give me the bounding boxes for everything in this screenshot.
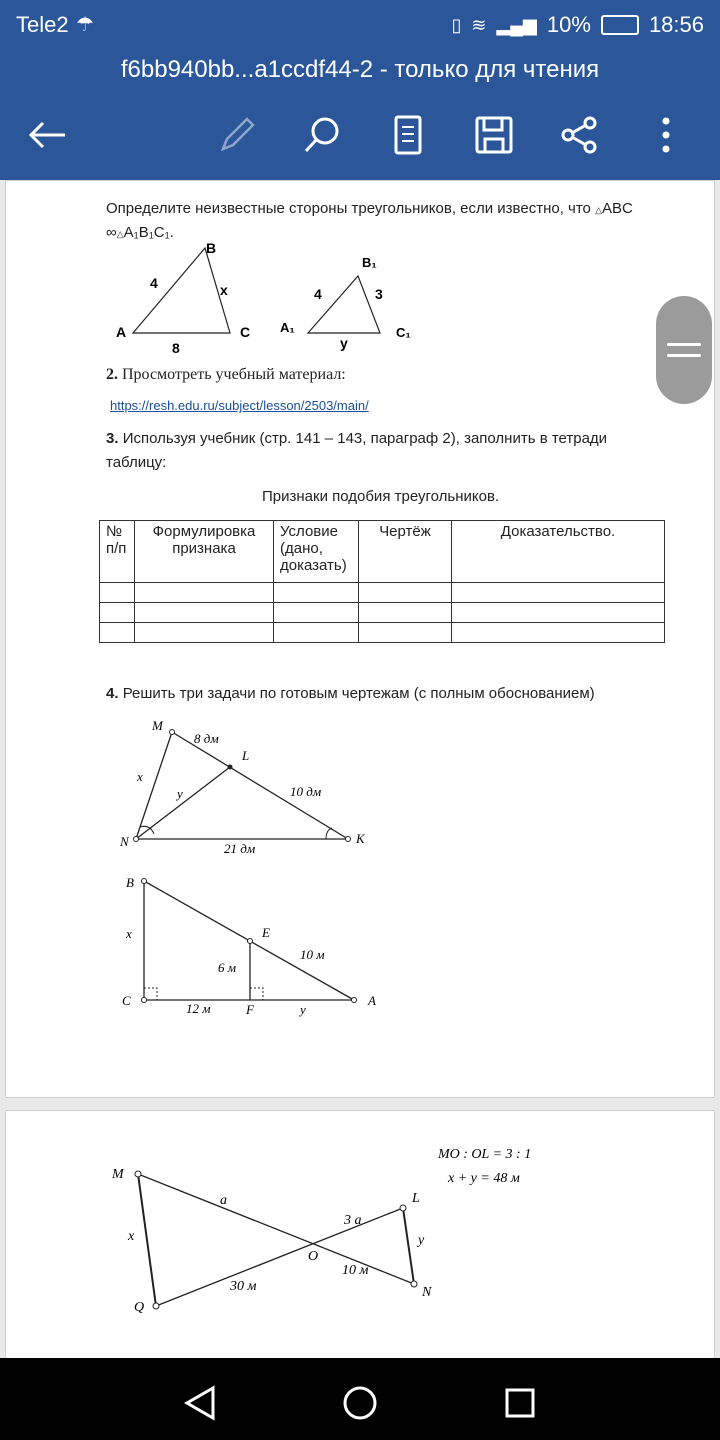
- header-formulation: Формулировка признака: [135, 521, 274, 583]
- header-number: № п/п: [100, 521, 135, 583]
- document-title: f6bb940bb...a1ccdf44-2 - только для чтения: [0, 50, 720, 90]
- similarity-symbol: ∞: [106, 224, 117, 241]
- header-proof: Доказательство.: [452, 521, 665, 583]
- table-row: [100, 583, 665, 603]
- figure-3-crossing-segments: [100, 1138, 560, 1320]
- figure-1-triangle-mnk: [110, 712, 380, 862]
- share-icon[interactable]: [555, 110, 605, 160]
- table-row: [100, 623, 665, 643]
- fig2-label-e: E: [262, 925, 270, 940]
- fig3-label-a: a: [220, 1193, 227, 1208]
- label-tri2-b: B₁: [362, 255, 377, 270]
- fig1-label-n: N: [120, 834, 129, 849]
- search-icon[interactable]: [297, 110, 347, 160]
- save-icon[interactable]: [469, 110, 519, 160]
- item-2-number: 2.: [106, 366, 118, 383]
- signal-icon: ▂▄▆: [496, 14, 537, 35]
- fig3-label-l: L: [412, 1191, 420, 1206]
- label-tri2-a: A₁: [280, 320, 295, 335]
- toolbar: [0, 90, 720, 180]
- fig1-label-nk: 21 дм: [224, 841, 256, 856]
- edit-pencil-icon[interactable]: [212, 110, 262, 160]
- battery-label: 10%: [546, 12, 591, 37]
- fig2-label-cf: 12 м: [186, 1001, 211, 1016]
- fig2-label-a: A: [368, 993, 376, 1008]
- item-4: [106, 685, 595, 702]
- more-options-icon[interactable]: [641, 110, 691, 160]
- header-condition: Условие (дано, доказать): [274, 521, 359, 583]
- item-3-text-line2: таблицу:: [106, 454, 167, 471]
- triangles-figure: [100, 238, 430, 358]
- fig3-label-n: N: [422, 1285, 432, 1300]
- label-tri1-ab: 4: [150, 275, 158, 291]
- triangle-symbol: △: [595, 205, 602, 215]
- carrier-label: Tele2: [16, 12, 69, 37]
- nav-back-icon[interactable]: [175, 1378, 225, 1428]
- fig1-label-lk: 10 дм: [290, 784, 322, 799]
- fig3-label-y: y: [418, 1233, 425, 1248]
- label-tri1-bc: x: [220, 282, 228, 298]
- umbrella-icon: ☂: [76, 14, 94, 36]
- fig2-label-c: C: [122, 993, 131, 1008]
- label-tri2-ac: y: [340, 335, 348, 351]
- fig3-ratio: MO : OL = 3 : 1: [438, 1147, 532, 1162]
- header-drawing: Чертёж: [359, 521, 452, 583]
- reading-mode-icon[interactable]: [383, 110, 433, 160]
- battery-icon: [601, 15, 639, 35]
- table-title: Признаки подобия треугольников.: [262, 488, 500, 505]
- fig2-label-ea: 10 м: [300, 947, 325, 962]
- label-tri1-b: B: [206, 240, 217, 256]
- fig3-label-q: Q: [134, 1300, 145, 1315]
- fig2-label-ef: 6 м: [218, 960, 237, 975]
- triangle-symbol-2: △: [116, 229, 124, 239]
- fig3-label-m: M: [112, 1167, 124, 1182]
- item-3-text-line1: Используя учебник (стр. 141 – 143, параграф 2), заполнить в тетради: [122, 430, 608, 447]
- nav-recents-icon[interactable]: [495, 1378, 545, 1428]
- relation-a1b1c1: A₁B₁C₁.: [123, 224, 174, 241]
- task-intro-line: [106, 200, 633, 217]
- label-tri1-c: C: [240, 324, 251, 340]
- lesson-link[interactable]: https://resh.edu.ru/subject/lesson/2503/main/: [110, 398, 369, 413]
- item-3: [106, 430, 607, 447]
- item-4-text: Решить три задачи по готовым чертежам (с полным обоснованием): [122, 685, 595, 702]
- wifi-icon: ≋: [471, 14, 487, 35]
- back-arrow-icon[interactable]: [22, 110, 72, 160]
- label-tri1-ac: 8: [172, 340, 180, 356]
- nav-home-icon[interactable]: [335, 1378, 385, 1428]
- fig1-label-y: y: [177, 786, 183, 801]
- fig1-label-l: L: [242, 748, 250, 763]
- criteria-table: [99, 520, 665, 643]
- fig2-label-f: F: [246, 1002, 254, 1017]
- figure-2-triangle-bca: [110, 868, 390, 1018]
- item-2: [106, 366, 346, 384]
- fig2-label-x: x: [126, 926, 132, 941]
- fig3-label-o: O: [308, 1249, 319, 1264]
- fig1-label-m: M: [152, 718, 163, 733]
- table-header-row: [100, 521, 665, 583]
- item-3-number: 3.: [106, 430, 119, 447]
- navigation-bar: [0, 1358, 720, 1440]
- label-tri2-ab: 4: [314, 286, 322, 302]
- task-intro-text: Определите неизвестные стороны треугольников, если известно, что: [106, 200, 591, 217]
- fig3-label-qo: 30 м: [230, 1279, 257, 1294]
- scroll-handle[interactable]: [656, 296, 712, 404]
- label-tri1-a: A: [116, 324, 127, 340]
- fig3-label-x: x: [128, 1229, 135, 1244]
- item-4-number: 4.: [106, 685, 119, 702]
- status-bar: [0, 0, 720, 50]
- fig2-label-y: y: [300, 1002, 306, 1017]
- fig3-sum: x + y = 48 м: [448, 1171, 520, 1186]
- fig1-label-x: x: [137, 769, 143, 784]
- fig3-label-on: 10 м: [342, 1263, 369, 1278]
- fig2-label-b: B: [126, 875, 134, 890]
- time-label: 18:56: [648, 12, 704, 37]
- table-row: [100, 603, 665, 623]
- item-2-text: Просмотреть учебный материал:: [122, 366, 346, 383]
- fig1-label-ml: 8 дм: [194, 731, 219, 746]
- fig1-label-k: K: [356, 831, 365, 846]
- fig3-label-3a: 3 a: [344, 1213, 362, 1228]
- relation-abc: ABC: [602, 200, 633, 217]
- label-tri2-bc: 3: [375, 286, 383, 302]
- vibrate-icon: ▯: [451, 14, 462, 35]
- label-tri2-c: C₁: [396, 325, 411, 340]
